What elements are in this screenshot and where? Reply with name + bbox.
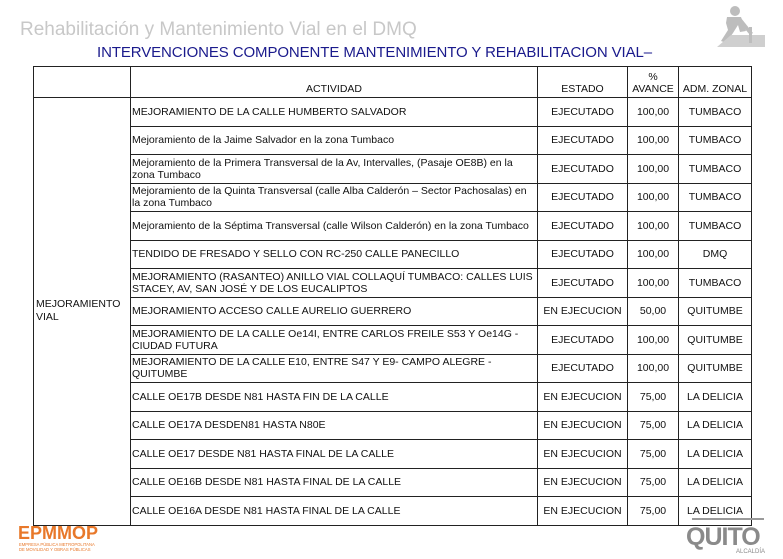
quito-logo-sub: ALCALDÍA [736,549,766,555]
table-row [34,411,752,440]
cell-estado: EN EJECUCION [538,383,628,412]
cell-estado: EJECUTADO [538,326,628,355]
cell-avance: 100,00 [628,269,679,298]
table-row [34,126,752,155]
table-row [34,383,752,412]
cell-zona: LA DELICIA [679,468,752,497]
cell-zona: LA DELICIA [679,383,752,412]
cell-estado: EJECUTADO [538,212,628,241]
cell-estado: EN EJECUCION [538,297,628,326]
table-row [34,240,752,269]
quito-logo-text: QUITO [686,523,760,551]
cell-avance: 100,00 [628,240,679,269]
header-actividad: ACTIVIDAD [131,67,538,98]
table-header-row [34,67,752,98]
table-row [34,497,752,526]
table-row [34,297,752,326]
cell-estado: EN EJECUCION [538,497,628,526]
cell-avance: 75,00 [628,440,679,469]
cell-actividad: CALLE OE16B DESDE N81 HASTA FINAL DE LA CALLE [131,468,538,497]
cell-avance: 100,00 [628,354,679,383]
cell-actividad: CALLE OE17 DESDE N81 HASTA FINAL DE LA CALLE [131,440,538,469]
cell-zona: QUITUMBE [679,354,752,383]
interventions-table [33,66,752,526]
cell-avance: 75,00 [628,411,679,440]
cell-zona: TUMBACO [679,98,752,127]
epmmop-logo-sub2: DE MOVILIDAD Y OBRAS PÚBLICAS [19,547,91,552]
road-worker-icon [713,3,767,47]
header-avance-label: AVANCE [632,83,674,95]
epmmop-logo-text: EPMMOP [18,523,98,543]
cell-zona: TUMBACO [679,269,752,298]
cell-avance: 100,00 [628,98,679,127]
cell-actividad: MEJORAMIENTO DE LA CALLE E10, ENTRE S47 Y E9- CAMPO ALEGRE -QUITUMBE [131,354,538,383]
cell-actividad: MEJORAMIENTO ACCESO CALLE AURELIO GUERRERO [131,297,538,326]
cell-avance: 75,00 [628,383,679,412]
cell-actividad: Mejoramiento de la Séptima Transversal (calle Wilson Calderón) en la zona Tumbaco [131,212,538,241]
table-row [34,468,752,497]
cell-estado: EJECUTADO [538,98,628,127]
table-row [34,155,752,184]
cell-zona: LA DELICIA [679,497,752,526]
cell-actividad: CALLE OE17A DESDEN81 HASTA N80E [131,411,538,440]
header-avance-symbol: % [648,71,658,83]
cell-zona: QUITUMBE [679,297,752,326]
cell-zona: TUMBACO [679,183,752,212]
quito-logo [684,513,770,555]
table-row [34,269,752,298]
cell-actividad: MEJORAMIENTO DE LA CALLE HUMBERTO SALVADOR [131,98,538,127]
header-estado: ESTADO [538,67,628,98]
cell-zona: LA DELICIA [679,440,752,469]
header-zona: ADM. ZONAL [679,67,752,98]
cell-estado: EJECUTADO [538,269,628,298]
cell-actividad: Mejoramiento de la Jaime Salvador en la zona Tumbaco [131,126,538,155]
cell-estado: EN EJECUCION [538,411,628,440]
epmmop-logo-sub1: EMPRESA PÚBLICA METROPOLITANA [19,542,95,547]
cell-zona: LA DELICIA [679,411,752,440]
cell-actividad: TENDIDO DE FRESADO Y SELLO CON RC-250 CALLE PANECILLO [131,240,538,269]
cell-estado: EJECUTADO [538,126,628,155]
header-category-cell [34,67,131,98]
cell-actividad: Mejoramiento de la Quinta Transversal (calle Alba Calderón – Sector Pachosalas) en la zona Tumbaco [131,183,538,212]
cell-estado: EJECUTADO [538,155,628,184]
table-row [34,326,752,355]
table-row [34,440,752,469]
cell-avance: 100,00 [628,212,679,241]
cell-zona: DMQ [679,240,752,269]
cell-estado: EJECUTADO [538,183,628,212]
cell-actividad: CALLE OE17B DESDE N81 HASTA FIN DE LA CALLE [131,383,538,412]
cell-actividad: CALLE OE16A DESDE N81 HASTA FINAL DE LA CALLE [131,497,538,526]
cell-avance: 100,00 [628,155,679,184]
cell-estado: EJECUTADO [538,240,628,269]
cell-actividad: MEJORAMIENTO (RASANTEO) ANILLO VIAL COLLAQUÍ TUMBACO: CALLES LUIS STACEY, AV, SAN JOSÉ Y DE LOS EUCALIPTOS [131,269,538,298]
cell-zona: QUITUMBE [679,326,752,355]
table-body [34,98,752,526]
epmmop-logo [18,519,98,553]
cell-estado: EN EJECUCION [538,468,628,497]
cell-avance: 100,00 [628,326,679,355]
table-title: INTERVENCIONES COMPONENTE MANTENIMIENTO Y REHABILITACION VIAL– [97,44,653,61]
table-row [34,354,752,383]
page-title: Rehabilitación y Mantenimiento Vial en el DMQ [20,19,417,40]
cell-avance: 75,00 [628,468,679,497]
table-row [34,212,752,241]
cell-avance: 50,00 [628,297,679,326]
cell-estado: EN EJECUCION [538,440,628,469]
cell-actividad: MEJORAMIENTO DE LA CALLE Oe14I, ENTRE CARLOS FREILE S53 Y Oe14G - CIUDAD FUTURA [131,326,538,355]
table-row [34,183,752,212]
header-avance [628,67,679,98]
cell-zona: TUMBACO [679,212,752,241]
cell-zona: TUMBACO [679,126,752,155]
table-row [34,98,752,127]
cell-estado: EJECUTADO [538,354,628,383]
cell-zona: TUMBACO [679,155,752,184]
cell-actividad: Mejoramiento de la Primera Transversal de la Av, Intervalles, (Pasaje OE8B) en la zona Tumbaco [131,155,538,184]
category-cell: MEJORAMIENTO VIAL [34,98,131,526]
cell-avance: 100,00 [628,126,679,155]
cell-avance: 75,00 [628,497,679,526]
cell-avance: 100,00 [628,183,679,212]
